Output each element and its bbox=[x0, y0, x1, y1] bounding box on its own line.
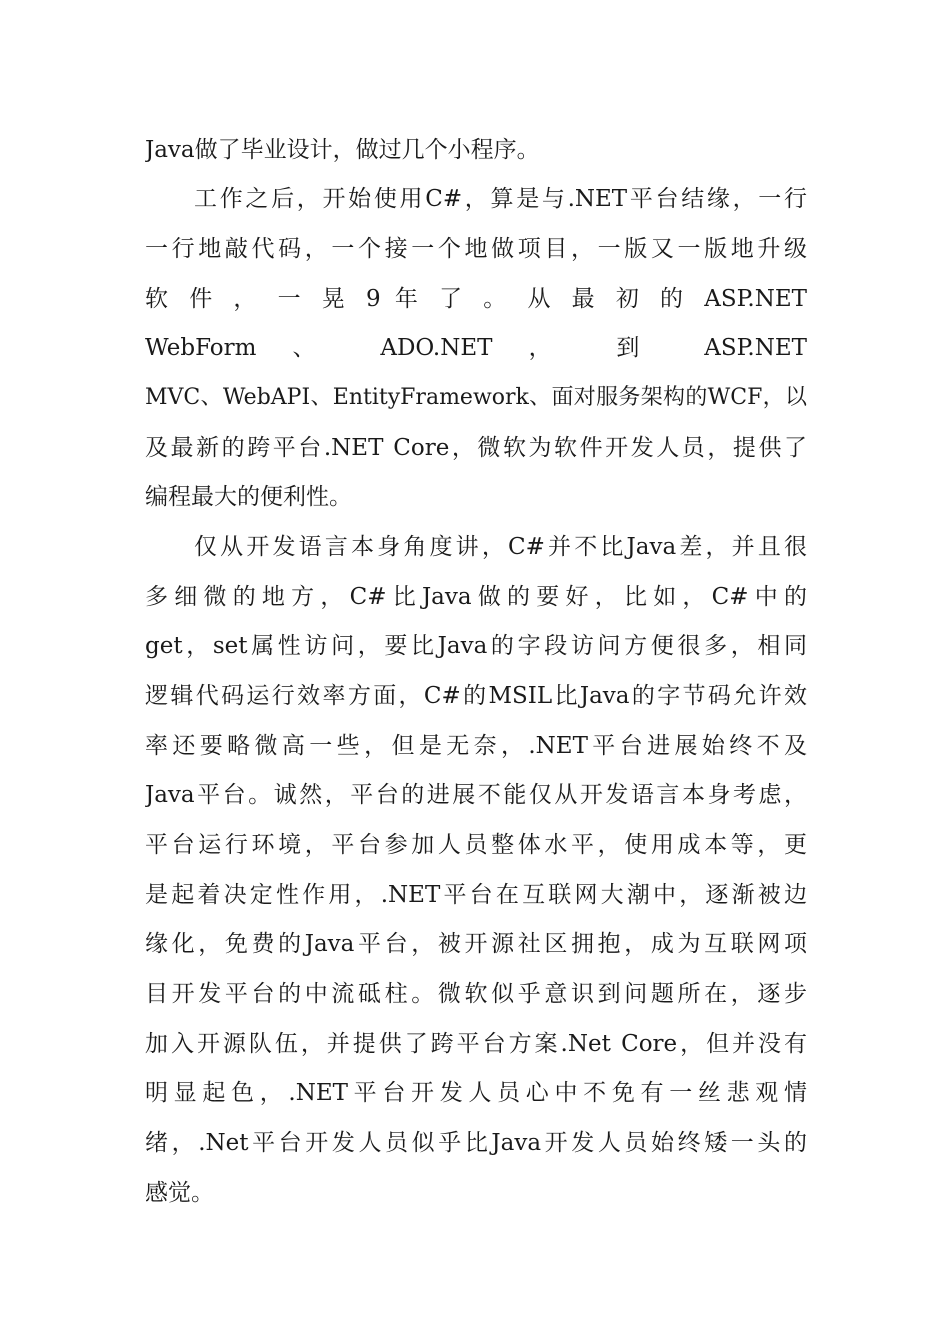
text-line: 绪，.Net平台开发人员似乎比Java开发人员始终矮一头的 bbox=[145, 1130, 807, 1156]
text-line: 目开发平台的中流砥柱。微软似乎意识到问题所在，逐步 bbox=[145, 981, 807, 1007]
text-line: WebForm 、 ADO.NET ， 到 ASP.NET bbox=[145, 335, 807, 361]
text-line: 缘化，免费的Java平台，被开源社区拥抱，成为互联网项 bbox=[145, 931, 807, 957]
text-line: 加入开源队伍，并提供了跨平台方案.Net Core，但并没有 bbox=[145, 1031, 807, 1057]
text-line: 明显起色，.NET平台开发人员心中不免有一丝悲观情 bbox=[145, 1080, 807, 1106]
text-line: 工作之后，开始使用C#，算是与.NET平台结缘，一行 bbox=[194, 186, 807, 212]
text-line: Java做了毕业设计，做过几个小程序。 bbox=[145, 137, 540, 163]
text-line: 逻辑代码运行效率方面，C#的MSIL比Java的字节码允许效 bbox=[145, 683, 807, 709]
text-line: 软 件 ， 一 晃 9 年 了 。 从 最 初 的 ASP.NET bbox=[145, 286, 807, 312]
text-line: 感觉。 bbox=[145, 1180, 214, 1206]
text-line: 编程最大的便利性。 bbox=[145, 484, 352, 510]
text-line: 一行地敲代码，一个接一个地做项目，一版又一版地升级 bbox=[145, 236, 807, 262]
text-line: MVC、WebAPI、EntityFramework、面对服务架构的WCF，以 bbox=[145, 385, 807, 410]
text-line: 仅从开发语言本身角度讲，C#并不比Java差，并且很 bbox=[194, 534, 807, 560]
text-line: Java平台。诚然，平台的进展不能仅从开发语言本身考虑， bbox=[145, 782, 807, 808]
text-line: 平台运行环境，平台参加人员整体水平，使用成本等，更 bbox=[145, 832, 807, 858]
text-line: 是起着决定性作用，.NET平台在互联网大潮中，逐渐被边 bbox=[145, 882, 807, 908]
text-line: 率还要略微高一些，但是无奈，.NET平台进展始终不及 bbox=[145, 733, 807, 759]
text-line: 及最新的跨平台.NET Core，微软为软件开发人员，提供了 bbox=[145, 435, 807, 461]
text-line: get，set属性访问，要比Java的字段访问方便很多，相同 bbox=[145, 633, 807, 659]
text-line: 多细微的地方，C#比Java做的要好，比如，C#中的 bbox=[145, 584, 807, 610]
